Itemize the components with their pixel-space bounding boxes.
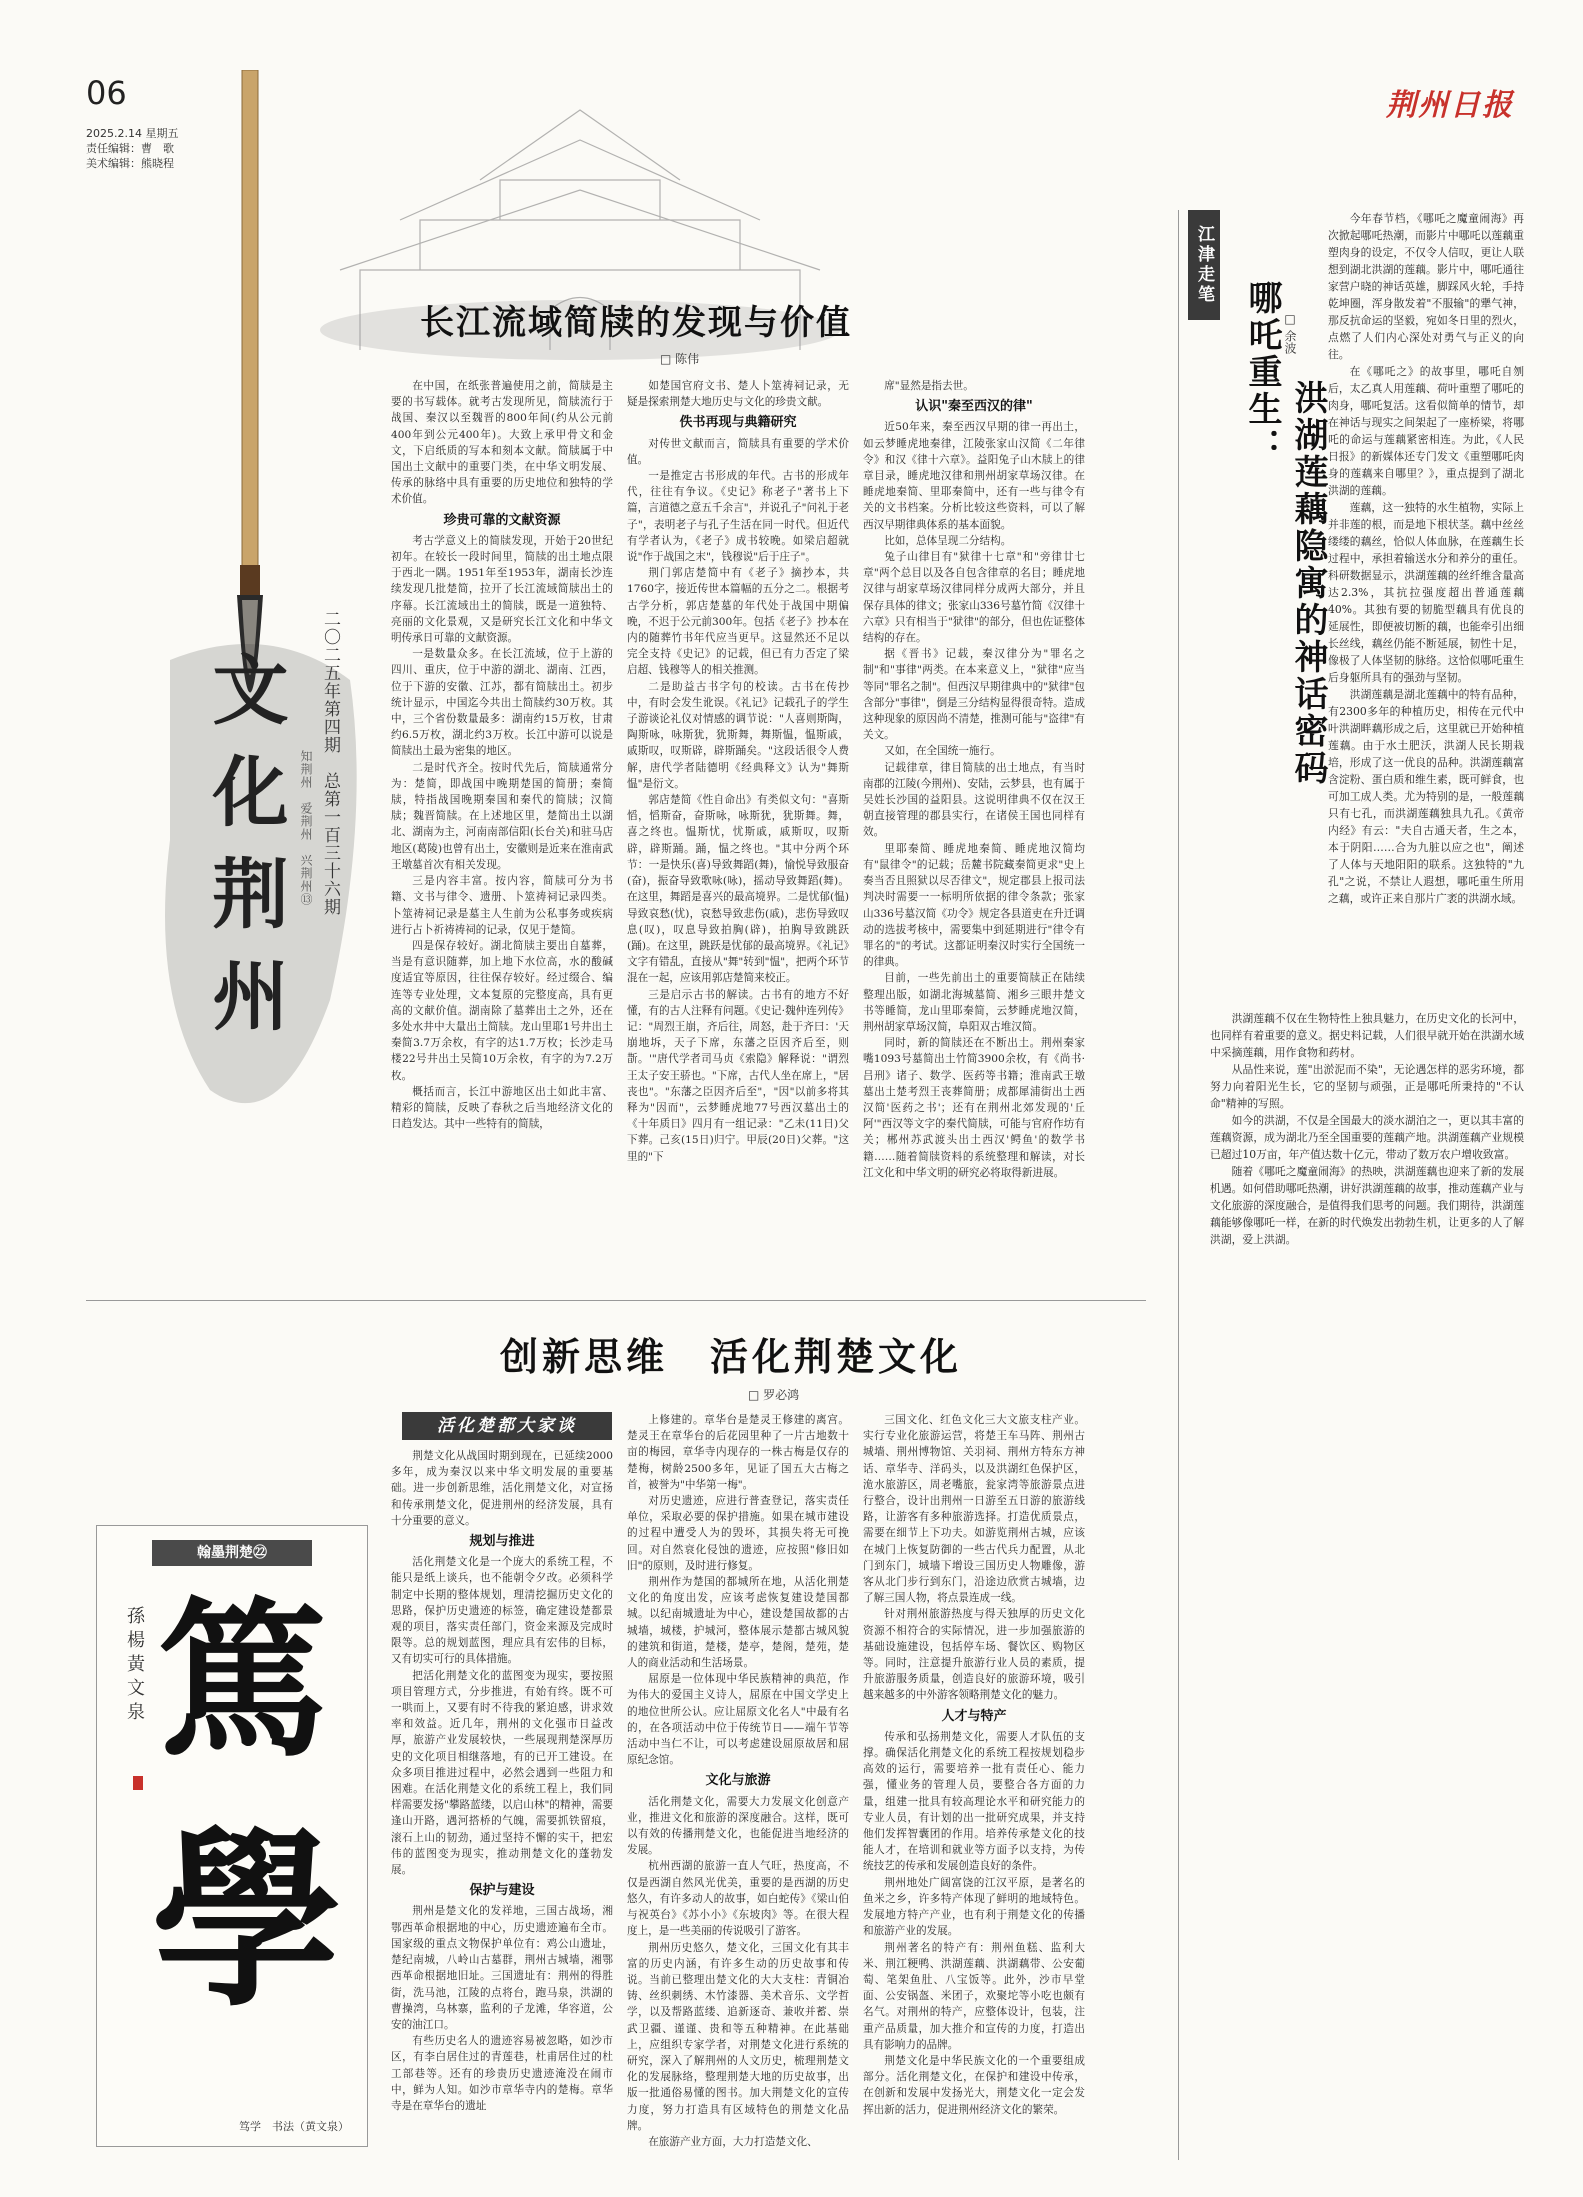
article2-col1: 荆楚文化从战国时期到现在，已延续2000多年，成为秦汉以来中华文明发展的重要基础。进一步创新思维，活化荆楚文化，对宣扬和传承荆楚文化，促进荆州的经济发展，具有十分重要的意义。 规划与推进 活化荆楚文化是一个庞大的系统工程，不能只是纸上谈兵，也不能朝令夕改。必须科学制定中长期的整体规划，理清挖掘历史文化的思路，保护历史遗迹的标签，确定建设楚都景观的项目，落实责任部门，资金来源及完成时限等。总的规划蓝图，理应具有宏伟的目标，又有切实可行的具体措施。 把活化荆楚文化的蓝图变为现实，要按照项目管理方式，分步推进，有始有终。既不可一哄而上，又要有时不待我的紧迫感，讲求效率和效益。近几年，荆州的文化强市日益改厚，旅游产业发展较快，一些展现荆楚深厚历史的文化项目相继落地，有的已开工建设。在众多项目推进过程中，必然会遇到一些阻力和困难。在活化荆楚文化的系统工程上，我们同样需要发扬"攀路蓝缕，以启山林"的精神，需要逢山开路，遇河搭桥的气魄，需要抓铁留痕，滚石上山的韧劲，通过坚持不懈的实干，把宏伟的蓝图变为现实，推动荆楚文化的蓬勃发展。 保护与建设 荆州是楚文化的发祥地，三国古战场，湘鄂西革命根据地的中心，历史遗迹遍布全市。国家级的重点文物保护单位有：鸡公山遗址，楚纪南城，八岭山古墓群，荆州古城墙，湘鄂西革命根据地旧址。三国遗址有：荆州的得胜街，洗马池，江陵的点将台，跑马泉，洪湖的曹操湾，乌林寨，监利的子龙滩，华容道，公安的油江口。 有些历史名人的遗迹容易被忽略，如沙市区，有李白居住过的青莲巷，杜甫居住过的杜工部巷等。还有的珍贵历史遗迹淹没在闹市中，鲜为人知。如沙市章华寺内的楚梅。章华寺是在章华台的遗址 bbox=[391, 1450, 613, 2112]
calligraphy-header: 翰墨荆楚㉒ bbox=[152, 1540, 312, 1566]
calligraphy-box bbox=[96, 1525, 368, 2147]
section-title: 文化荆州 bbox=[200, 650, 289, 1058]
article1-col2: 如楚国官府文书、楚人卜筮祷祠记录，无疑是探索荆楚大地历史与文化的珍贵文献。 佚书再现与典籍研究 对传世文献而言，简牍具有重要的学术价值。 一是推定古书形成的年代。古书的形成年代，往往有争议。《史记》称老子"著书上下篇，言道德之意五千余言"，并说孔子"问礼于老子"，表明老子与孔子生活在同一时代。但近代有学者认为，《老子》成书较晚。如梁启超就说"作于战国之末"，钱穆说"后于庄子"。 荆门郭店楚简中有《老子》摘抄本，共1760字，接近传世本篇幅的五分之二。根据考古学分析，郭店楚墓的年代处于战国中期偏晚，不迟于公元前300年。包括《老子》抄本在内的随葬竹书年代应当更早。这显然还不足以完全支持《史记》的记载，但已有力否定了梁启超、钱穆等人的相关推测。 二是助益古书字句的校读。古书在传抄中，有时会发生讹误。《礼记》记载孔子的学生子游谈论礼仪对情感的调节说："人喜则斯陶，陶斯咏，咏斯犹，犹斯舞，舞斯愠，愠斯戚，戚斯叹，叹斯辟，辟斯踊矣。"这段话很令人费解，唐代学者陆德明《经典释文》认为"舞斯愠"是衍文。 郭店楚简《性自命出》有类似文句："喜斯慆，慆斯奋，奋斯咏，咏斯犹，犹斯舞。舞，喜之终也。愠斯忧，忧斯戚，戚斯叹，叹斯辟，辟斯踊。踊，愠之终也。"其中分两个环节：一是快乐(喜)导致舞蹈(舞)，愉悦导致服奋(奋)，振奋导致歌咏(咏)，摇动导致舞蹈(舞)。在这里，舞蹈是喜兴的最高境界。二是忧郁(愠)导致哀愁(忧)，哀愁导致悲伤(戚)，悲伤导致叹息(叹)，叹息导致拍胸(辟)，拍胸导致跳跃(踊)。在这里，跳跃是忧郁的最高境界。《礼记》文字有错乱，直接从"舞"转到"愠"，把两个环节混在一起，应该用郭店楚简来校正。 三是启示古书的解读。古书有的地方不好懂，有的古人注释有问题。《史记·魏仲连列传》记："周烈王崩，齐后往，周怒，赴于齐曰：'天崩地坼，天子下席，东藩之臣因齐后至，则斮。'"唐代学者司马贞《索隐》解释说："谓烈王太子安王骄也。"下席，古代人坐在席上，"居丧也"。"东藩之臣因齐后至"，"因"以前多将其释为"因而"，云梦睡虎地77号西汉墓出土的《十年质日》四月有一组记录："乙未(11日)父下葬。己亥(15日)归宁。甲辰(20日)父葬。"这里的"下 bbox=[627, 380, 849, 1163]
article3-byline: □ 余波 bbox=[1283, 312, 1297, 354]
article2-subhead-1: 规划与推进 bbox=[469, 1534, 535, 1550]
article1-title: 长江流域简牍的发现与价值 bbox=[420, 303, 852, 343]
right-column-divider bbox=[1178, 210, 1179, 2160]
article1-subhead-3: 认识"秦至西汉的律" bbox=[915, 399, 1033, 415]
article2-subhead-2: 保护与建设 bbox=[469, 1883, 535, 1899]
article2-col2: 上修建的。章华台是楚灵王修建的离宫。楚灵王在章华台的后花园里种了一片古地数十亩的梅园，章华寺内现存的一株古梅是仅存的楚梅，树龄2500多年，见证了国五大古梅之首，被誉为"中华第一梅"。 对历史遗迹，应进行普查登记，落实责任单位，采取必要的保护措施。如果在城市建设的过程中遭受人为的毁坏，其损失将无可挽回。对自然衰化侵蚀的遗迹，应按照"修旧如旧"的原则，及时进行修复。 荆州作为楚国的都城所在地，从活化荆楚文化的角度出发，应该考虑恢复建设楚国都城。以纪南城遗址为中心，建设楚国故都的古城墙，城楼，护城河，整体展示楚都古城风貌的建筑和街道，楚楼，楚亭，楚阁，楚苑，楚人的商业活动和生活场景。 屈原是一位体现中华民族精神的典范，作为伟大的爱国主义诗人，屈原在中国文学史上的地位世所公认。应让屈原文化名人"中最有名的，在各项活动中位于传统节日——端午节等活动中当仁不让，可以考虑建设屈原故居和屈原纪念馆。 文化与旅游 活化荆楚文化，需要大力发展文化创意产业，推进文化和旅游的深度融合。这样，既可以有效的传播荆楚文化，也能促进当地经济的发展。 杭州西湖的旅游一直人气旺，热度高，不仅是西湖自然风光优美，重要的是西湖的历史悠久，有许多动人的故事，如白蛇传》《梁山伯与祝英台》《苏小小》《东坡肉》等。在很大程度上，是一些美丽的传说吸引了游客。 荆州历史悠久，楚文化，三国文化有其丰富的历史内涵，有许多生动的历史故事和传说。当前已整理出楚文化的大大支柱：青铜冶铸、丝织刺绣、木竹漆器、美术音乐、文学哲学，以及帮路蓝缕、追新逐奇、兼收并蓄、崇武卫疆、谨谨、贵和等五种精神。在此基础上，应组织专家学者，对荆楚文化进行系统的研究，深入了解荆州的人文历史，梳理荆楚文化的发展脉络，整理荆楚大地的历史故事，出版一批通俗易懂的图书。加大荆楚文化的宣传力度，努力打造具有区域特色的荆楚文化品牌。 在旅游产业方面，大力打造楚文化、 bbox=[627, 1414, 849, 2148]
calligraphy-char-1: 篤 bbox=[157, 1581, 328, 1781]
masthead-logo: 荆州日报 bbox=[1386, 88, 1514, 123]
article2-subhead-3: 文化与旅游 bbox=[705, 1773, 771, 1789]
article1-subhead-1: 珍贵可靠的文献资源 bbox=[443, 512, 561, 528]
article1-byline: □ 陈伟 bbox=[660, 352, 700, 366]
article1-subhead-2: 佚书再现与典籍研究 bbox=[679, 415, 797, 431]
issue-date: 2025.2.14 星期五 bbox=[86, 127, 179, 140]
designer-credit: 美术编辑：熊晓程 bbox=[86, 157, 174, 170]
page-meta bbox=[86, 126, 178, 171]
article3-title-line2: 洪湖莲藕隐寓的神话密码 bbox=[1288, 380, 1328, 787]
page-number: 06 bbox=[86, 74, 127, 112]
section-label: 江津走笔 bbox=[1188, 210, 1220, 320]
seal-stamp bbox=[133, 1776, 143, 1790]
article3-col-top: 今年春节档，《哪吒之魔童闹海》再次掀起哪吒热潮，而影片中哪吒以莲藕重塑肉身的设定，不仅令人信叹，更让人联想到湖北洪湖的莲藕。影片中，哪吒通往家营户晓的神话英雄，脚踩风火轮，手持乾坤圈，浑身散发着"不服输"的犟气神，那反抗命运的坚毅，宛如冬日里的烈火，点燃了人们内心深处对勇气与正义的向往。 在《哪吒之》的故事里，哪吒自刎后，太乙真人用莲藕、荷叶重塑了哪吒的肉身，哪吒复活。这看似简单的情节，却在神话与现实之间架起了一座桥梁，将哪吒的命运与莲藕紧密相连。为此，《人民日报》的新媒体还专门发文《重塑哪吒肉身的莲藕来自哪里？》，重点提到了湖北洪湖的莲藕。 莲藕，这一独特的水生植物，实际上并非莲的根，而是地下根状茎。藕中丝丝缕缕的藕丝，恰似人体血脉，在莲藕生长过程中，承担着输送水分和养分的重任。科研数据显示，洪湖莲藕的丝纤维含量高达2.3%，其抗拉强度超出普通莲藕40%。其独有要的韧脆型藕具有优良的延展性，即便被切断的藕，也能牵引出细长丝线，藕丝仍能不断延展，韧性十足，像极了人体坚韧的脉络。这恰似哪吒重生后身躯所具有的强劲与坚韧。 洪湖莲藕是湖北莲藕中的特有品种，有2300多年的种植历史，相传在元代中叶洪湖畔藕形成之后，这里就已开始种植莲藕。由于水土肥沃，洪湖人民长期栽培，形成了这一优良的品种。洪湖莲藕富含淀粉、蛋白质和维生素，既可鲜食，也可加工成人类。尤为特别的是，一般莲藕只有七孔，而洪湖莲藕独具九孔。《黄帝内经》有云："夫自古通天者，生之本，本于阴阳……合为九脏以应之也"，阐述了人体与天地阳阳的联系。这独特的"九孔"之说，不禁让人遐想，哪吒重生所用之藕，或许正来自那片广袤的洪湖水域。 bbox=[1328, 212, 1524, 905]
article2-title: 创新思维 活化荆楚文化 bbox=[500, 1334, 963, 1379]
column-label: 活化楚都大家谈 bbox=[402, 1412, 612, 1440]
calligraphy-char-2: 學 bbox=[152, 1809, 343, 2032]
article3-col-bottom: 洪湖莲藕不仅在生物特性上独具魅力，在历史文化的长河中，也同样有着重要的意义。据史料记载，人们很早就开始在洪湖水域中采摘莲藕，用作食物和药材。 从品性来说，莲"出淤泥而不染"，无论遇怎样的恶劣环境，都努力向着阳光生长，它的坚韧与顽强，正是哪吒所秉持的"不认命"精神的写照。 如今的洪湖，不仅是全国最大的淡水湖泊之一，更以其丰富的莲藕资源，成为湖北乃至全国重要的莲藕产地。洪湖莲藕产业规模已超过10万亩，年产值达数十亿元，带动了数万农户增收致富。 随着《哪吒之魔童闹海》的热映，洪湖莲藕也迎来了新的发展机遇。如何借助哪吒热潮，讲好洪湖莲藕的故事，推动莲藕产业与文化旅游的深度融合，是值得我们思考的问题。我们期待，洪湖莲藕能够像哪吒一样，在新的时代焕发出勃勃生机，让更多的人了解洪湖，爱上洪湖。 bbox=[1210, 1012, 1524, 1246]
editor-credit: 责任编辑：曹 歌 bbox=[86, 142, 174, 155]
calligraphy-inscription: 孫楊黃文泉 bbox=[124, 1606, 145, 1726]
article2-byline: □ 罗必鸿 bbox=[748, 1388, 800, 1402]
divider bbox=[86, 1300, 1146, 1301]
article2-col3: 三国文化、红色文化三大文旅支柱产业。实行专业化旅游运营，将楚王车马阵、荆州古城墙、荆州博物馆、关羽祠、荆州方特东方神话、章华寺、洋码头，以及洪湖红色保护区，洈水旅游区，周老嘴旅，瓮家湾等旅游景点进行整合，设计出荆州一日游至五日游的旅游线路，让游客有多种旅游选择。打造优质景点，需要在细节上下功夫。如游览荆州古城，应该在城门上恢复防御的一些古代兵力配置，从北门到东门，城墙下增设三国历史人物雕像，游客从北门步行到东门，沿途边欣赏古城墙，边了解三国人物，将点景连成一线。 针对荆州旅游热度与得天独厚的历史文化资源不相符合的实际情况，进一步加强旅游的基础设施建设，包括停车场、餐饮区、购物区等。同时，注意提升旅游行业人员的素质，提升旅游服务质量，创造良好的旅游环境，吸引越来越多的中外游客领略荆楚文化的魅力。 人才与特产 传承和弘扬荆楚文化，需要人才队伍的支撑。确保活化荆楚文化的系统工程按规划稳步高效的运行，需要培养一批有责任心、能力强，懂业务的管理人员，要整合各方面的力量，组建一批具有较高理论水平和研究能力的专业人员，有计划的出一批研究成果，并支持他们发挥智囊团的作用。培养传承楚文化的技能人才，在培训和就业等方面予以支持，为传统技艺的传承和发展创造良好的条件。 荆州地处广阔富饶的江汉平原，是著名的鱼米之乡，许多特产体现了鲜明的地域特色。发展地方特产产业，也有利于荆楚文化的传播和旅游产业的发展。 荆州著名的特产有：荆州鱼糕、监利大米、荆江粳鸭、洪湖莲藕、洪湖藕带、公安葡萄、笔架鱼肚、八宝饭等。此外，沙市早堂面、公安锅盔、米团子，欢聚坨等小吃也颇有名气。对荆州的特产，应整体设计，包装，注重产品质量，加大推介和宣传的力度，打造出具有影响力的品牌。 荆楚文化是中华民族文化的一个重要组成部分。活化荆楚文化，在保护和建设中传承，在创新和发展中发扬光大，荆楚文化一定会发挥出新的活力，促进荆州经济文化的繁荣。 bbox=[863, 1414, 1085, 2116]
issue-info: 二〇二五年第四期 总第一百三十六期 bbox=[320, 610, 340, 916]
col1-intro: 在中国，在纸张普遍使用之前，简牍是主要的书写载体。就考古发现所见，简牍流行于战国、秦汉以至魏晋的800年间(约从公元前400年到公元400年)。大致上承甲骨文和金文，下启纸质的写本和刻本文献。简牍属于中国出土文献中的重要门类，在中华文明发展、传承的脉络中具有重要的历史地位和独特的学术价值。 bbox=[391, 380, 613, 506]
article2-subhead-4: 人才与特产 bbox=[941, 1708, 1007, 1724]
section-tagline: 知荆州 爱荆州 兴荆州⑬ bbox=[299, 750, 313, 906]
article1-col1: 在中国，在纸张普遍使用之前，简牍是主要的书写载体。就考古发现所见，简牍流行于战国、秦汉以至魏晋的800年间(约从公元前400年到公元400年)。大致上承甲骨文和金文，下启纸质的写本和刻本文献。简牍属于中国出土文献中的重要门类，在中华文明发展、传承的脉络中具有重要的历史地位和独特的学术价值。 珍贵可靠的文献资源 考古学意义上的简牍发现，开始于20世纪初年。在较长一段时间里，简牍的出土地点限于西北一隅。1951年至1953年，湖南长沙连续发现几批楚简，拉开了长江流域简牍出土的序幕。长江流域出土的简牍，既是一道独特、亮丽的文化景观，又是研究长江文化和中华文明传承日可靠的文献资源。 一是数量众多。在长江流域，位于上游的四川、重庆，位于中游的湖北、湖南、江西，位于下游的安徽、江苏，都有简牍出土。初步统计显示，中国迄今共出土简牍约30万枚。其中，三个省份数量最多：湖南约15万枚，甘肃约6.5万枚，湖北约3万枚。长江中游可以说是简牍出土最为密集的地区。 二是时代齐全。按时代先后，简牍通常分为：楚简，即战国中晚期楚国的简册；秦简牍，特指战国晚期秦国和秦代的简牍；汉简牍；魏晋简牍。在上述地区里，楚简出土以湖北、湖南为主，河南南部信阳(长台关)和驻马店地区(葛陵)也曾有出土，安徽则是近来在淮南武王墩墓首次有相关发现。 三是内容丰富。按内容，简牍可分为书籍、文书与律令、遗册、卜筮祷祠记录四类。卜筮祷祠记录是墓主人生前为公私事务或疾病进行占卜祈祷祷祠的记录，仅见于楚简。 四是保存较好。湖北简牍主要出自墓葬，当是有意识随葬，加上地下水位高，水的酸碱度适宜等原因，往往保存较好。经过缀合、编连等专业处理，文本复原的完整度高，具有更高的文献价值。湖南除了墓葬出土之外，还在多处水井中大量出土简牍。龙山里耶1号井出土秦简3.7万余枚，有字的达1.7万枚；长沙走马楼22号井出土吴简10万余枚，有字的为7.2万枚。 概括而言，长江中游地区出土如此丰富、精彩的简牍，反映了春秋之后当地经济文化的日趋发达。其中一些特有的简牍， bbox=[391, 380, 613, 1131]
article1-col3: 席"显然是指去世。 认识"秦至西汉的律" 近50年来，秦至西汉早期的律一再出土，如云梦睡虎地秦律，江陵张家山汉简《二年律令》和汉《律十六章》。益阳兔子山木牍上的律章目录，睡虎地汉律和荆州胡家草场汉律。在睡虎地秦简、里耶秦简中，还有一些与律令有关的文书档案。分析比较这些资料，可以了解西汉早期律典体系的基本面貌。 比如，总体呈现二分结构。 兔子山律目有"狱律十七章"和"旁律廿七章"两个总目以及各自包含律章的名目；睡虎地汉律与胡家草场汉律同样分成两大部分，并且保存具体的律文；张家山336号墓竹简《汉律十六章》只有相当于"狱律"的部分，但也佐证整体结构的存在。 据《晋书》记载，秦汉律分为"罪名之制"和"事律"两类。在本来意义上，"狱律"应当等同"罪名之制"。但西汉早期律典中的"狱律"包含部分"事律"，倒是三分结构显得很奇特。造成这种现象的原因尚不清楚，推测可能与"盗律"有关文。 又如，在全国统一施行。 记载律章，律目简牍的出土地点，有当时南郡的江陵(今荆州)、安陆，云梦县，也有属于吴姓长沙国的益阳县。这说明律典不仅在汉王朝直接管理的郡县实行，在诸侯王国也同样有效。 里耶秦简、睡虎地秦简、睡虎地汉简均有"鼠律令"的记载；岳麓书院藏秦简更求"史上奏当否且照狱以尽否律文"，规定郡县上报司法判决时需要一一标明所依据的律令条款；张家山336号墓汉简《功令》规定各县道吏在升迁调动的选拔考核中，需要集中到延期进行"律令有罪名的"的考试。这都证明秦汉时实行全国统一的律典。 目前，一些先前出土的重要简牍正在陆续整理出版，如湖北海城墓简、湘乡三眼井楚文书等睡简，龙山里耶秦简，云梦睡虎地汉简，荆州胡家草场汉简，阜阳双古堆汉简。 同时，新的简牍还在不断出土。荆州秦家嘴1093号墓简出土竹简3900余枚，有《尚书·吕刑》诸子、数学、医药等书籍；淮南武王墩墓出土楚考烈王丧葬简册；成都犀浦街出土西汉简'医药之书'；还有在荆州北郊发现的'丘阿'"西汉等文字的秦代简牍，可能与官府作坊有关；郴州苏武渡头出土西汉'鳄鱼'的数学书籍……随着简牍资料的系统整理和解读，对长江文化和中华文明的研究必将取得新进展。 bbox=[863, 380, 1085, 1179]
calligraphy-caption: 笃学 书法（黄文泉） bbox=[239, 2120, 349, 2133]
article3-title-line1: 哪吒重生： bbox=[1242, 280, 1282, 465]
